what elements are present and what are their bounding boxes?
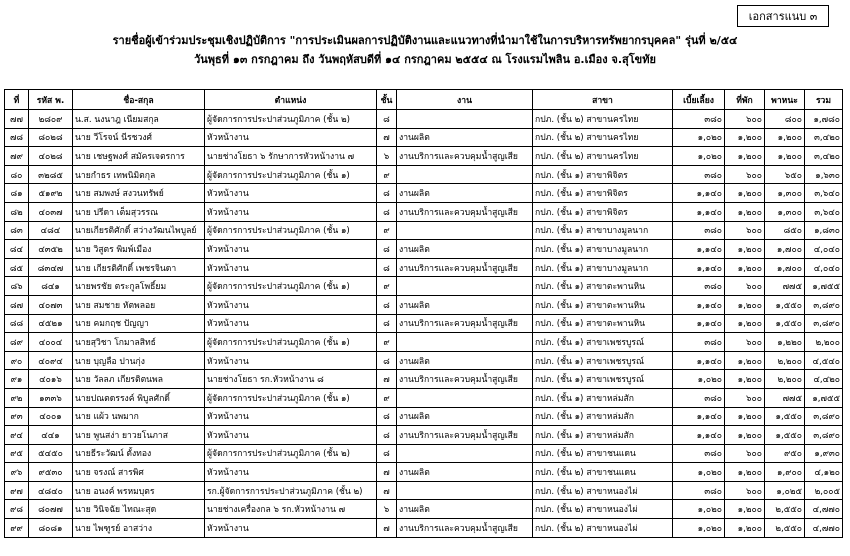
cell-lodging: ๖๐๐ — [725, 333, 765, 352]
cell-branch: กปภ. (ชั้น ๒) สาขาหนองไผ่ — [533, 500, 673, 519]
cell-position: หัวหน้างาน — [205, 202, 377, 221]
cell-position: ผู้จัดการการประปาส่วนภูมิภาค (ชั้น ๒) — [205, 110, 377, 129]
cell-employee-id: ๕๑๙๒ — [29, 184, 73, 203]
table-row — [5, 314, 843, 333]
header-no: ที่ — [5, 90, 29, 110]
cell-total: ๓,๘๙๐ — [805, 314, 843, 333]
header-allowance: เบี้ยเลี้ยง — [673, 90, 725, 110]
cell-no: ๘๕ — [5, 258, 29, 277]
cell-lodging: ๖๐๐ — [725, 221, 765, 240]
cell-total: ๒,๒๐๐ — [805, 333, 843, 352]
table-row — [5, 128, 843, 147]
cell-transport: ๑,๙๐๐ — [765, 463, 805, 482]
cell-no: ๙๒ — [5, 388, 29, 407]
cell-position: ผู้จัดการการประปาส่วนภูมิภาค (ชั้น ๑) — [205, 221, 377, 240]
cell-transport: ๒,๕๕๐ — [765, 519, 805, 538]
cell-no: ๘๗ — [5, 295, 29, 314]
cell-lodging: ๑,๒๐๐ — [725, 426, 765, 445]
cell-employee-id: ๔๐๑๖ — [29, 370, 73, 389]
cell-branch: กปภ. (ชั้น ๑) สาขาพิจิตร — [533, 184, 673, 203]
cell-lodging: ๑,๒๐๐ — [725, 184, 765, 203]
cell-transport: ๑,๒๐๐ — [765, 147, 805, 166]
document-tag: เอกสารแนบ ๓ — [737, 5, 829, 27]
cell-section — [397, 110, 533, 129]
cell-allowance: ๑,๑๔๐ — [673, 295, 725, 314]
cell-position: รก.ผู้จัดการการประปาส่วนภูมิภาค (ชั้น ๒) — [205, 481, 377, 500]
cell-total: ๑,๗๕๕ — [805, 277, 843, 296]
table-row — [5, 333, 843, 352]
cell-position: นายช่างโยธา รก.หัวหน้างาน ๘ — [205, 370, 377, 389]
cell-position: หัวหน้างาน — [205, 463, 377, 482]
cell-lodging: ๖๐๐ — [725, 110, 765, 129]
cell-lodging: ๑,๒๐๐ — [725, 370, 765, 389]
cell-transport: ๑,๓๐๐ — [765, 202, 805, 221]
cell-branch: กปภ. (ชั้น ๑) สาขาหล่มสัก — [533, 388, 673, 407]
cell-branch: กปภ. (ชั้น ๑) สาขาตะพานหิน — [533, 277, 673, 296]
cell-transport: ๑,๕๕๐ — [765, 426, 805, 445]
cell-employee-id: ๔๐๐๔ — [29, 333, 73, 352]
cell-lodging: ๑,๒๐๐ — [725, 407, 765, 426]
header-employee-id: รหัส พ. — [29, 90, 73, 110]
cell-allowance: ๑,๑๔๐ — [673, 240, 725, 259]
cell-total: ๔,๕๔๐ — [805, 351, 843, 370]
cell-employee-id: ๘๔๑ — [29, 277, 73, 296]
cell-transport: ๑,๒๐๐ — [765, 128, 805, 147]
cell-transport: ๑,๕๕๐ — [765, 407, 805, 426]
cell-lodging: ๑,๒๐๐ — [725, 147, 765, 166]
cell-total: ๓,๘๙๐ — [805, 426, 843, 445]
cell-section — [397, 481, 533, 500]
cell-transport: ๑,๕๕๐ — [765, 314, 805, 333]
cell-total: ๓,๔๒๐ — [805, 128, 843, 147]
cell-name: นาย จรงณ์ สารพิศ — [73, 463, 205, 482]
cell-allowance: ๓๘๐ — [673, 444, 725, 463]
cell-total: ๔,๐๔๐ — [805, 240, 843, 259]
cell-section — [397, 444, 533, 463]
cell-employee-id: ๘๐๒๘ — [29, 128, 73, 147]
cell-position: นายช่างโยธา ๖ รักษาการหัวหน้างาน ๗ — [205, 147, 377, 166]
cell-no: ๙๐ — [5, 351, 29, 370]
table-row — [5, 351, 843, 370]
cell-transport: ๑,๐๒๕ — [765, 481, 805, 500]
cell-position: หัวหน้างาน — [205, 314, 377, 333]
cell-branch: กปภ. (ชั้น ๑) สาขาบางมูลนาก — [533, 240, 673, 259]
cell-name: นาย บุญลือ ปานกุ่ง — [73, 351, 205, 370]
cell-section: งานบริการและควบคุมน้ำสูญเสีย — [397, 147, 533, 166]
cell-name: นาย ปรีดา เต็มสุวรรณ — [73, 202, 205, 221]
header-transport: พาหนะ — [765, 90, 805, 110]
cell-position: หัวหน้างาน — [205, 295, 377, 314]
cell-no: ๙๕ — [5, 444, 29, 463]
cell-employee-id: ๔๓๕๒ — [29, 240, 73, 259]
cell-allowance: ๑,๐๒๐ — [673, 128, 725, 147]
cell-allowance: ๑,๑๔๐ — [673, 202, 725, 221]
cell-transport: ๘๕๐ — [765, 221, 805, 240]
cell-section: งานผลิต — [397, 351, 533, 370]
cell-employee-id: ๑๓๓๖ — [29, 388, 73, 407]
table-row — [5, 165, 843, 184]
cell-position: หัวหน้างาน — [205, 351, 377, 370]
cell-name: นายกำธร เทพนิมิตกุล — [73, 165, 205, 184]
table-row — [5, 221, 843, 240]
table-row — [5, 295, 843, 314]
cell-transport: ๑,๒๒๐ — [765, 333, 805, 352]
table-row — [5, 147, 843, 166]
cell-level: ๙ — [377, 277, 397, 296]
cell-lodging: ๑,๒๐๐ — [725, 463, 765, 482]
cell-lodging: ๖๐๐ — [725, 165, 765, 184]
header-branch: สาขา — [533, 90, 673, 110]
table-row — [5, 426, 843, 445]
cell-allowance: ๑,๐๒๐ — [673, 463, 725, 482]
cell-no: ๘๑ — [5, 184, 29, 203]
cell-no: ๙๔ — [5, 426, 29, 445]
cell-allowance: ๑,๑๔๐ — [673, 184, 725, 203]
table-row — [5, 240, 843, 259]
cell-no: ๙๖ — [5, 463, 29, 482]
cell-branch: กปภ. (ชั้น ๑) สาขาหล่มสัก — [533, 407, 673, 426]
cell-total: ๔,๗๗๐ — [805, 519, 843, 538]
cell-branch: กปภ. (ชั้น ๒) สาขานครไทย — [533, 147, 673, 166]
cell-branch: กปภ. (ชั้น ๑) สาขาเพชรบูรณ์ — [533, 333, 673, 352]
cell-allowance: ๓๘๐ — [673, 333, 725, 352]
cell-level: ๖ — [377, 147, 397, 166]
cell-total: ๓,๔๒๐ — [805, 147, 843, 166]
cell-name: นาย สมชาย หัตพลอย — [73, 295, 205, 314]
cell-level: ๙ — [377, 165, 397, 184]
cell-lodging: ๑,๒๐๐ — [725, 295, 765, 314]
cell-branch: กปภ. (ชั้น ๒) สาขาหนองไผ่ — [533, 481, 673, 500]
cell-name: นาย วิสูตร พิมพ์เมือง — [73, 240, 205, 259]
cell-allowance: ๑,๑๔๐ — [673, 314, 725, 333]
cell-transport: ๒,๒๐๐ — [765, 370, 805, 389]
cell-no: ๙๘ — [5, 500, 29, 519]
cell-allowance: ๓๘๐ — [673, 165, 725, 184]
participant-table — [4, 89, 843, 538]
cell-transport: ๒,๕๕๐ — [765, 500, 805, 519]
cell-section — [397, 165, 533, 184]
header-total: รวม — [805, 90, 843, 110]
cell-level: ๘ — [377, 184, 397, 203]
cell-employee-id: ๔๔๑ — [29, 426, 73, 445]
cell-employee-id: ๓๒๘๕ — [29, 165, 73, 184]
cell-level: ๘ — [377, 110, 397, 129]
table-row — [5, 519, 843, 538]
table-row — [5, 110, 843, 129]
cell-position: ผู้จัดการการประปาส่วนภูมิภาค (ชั้น ๑) — [205, 277, 377, 296]
cell-section: งานบริการและควบคุมน้ำสูญเสีย — [397, 202, 533, 221]
cell-name: นาย แผ้ว นพมาก — [73, 407, 205, 426]
cell-transport: ๘๐๐ — [765, 110, 805, 129]
cell-branch: กปภ. (ชั้น ๒) สาขาชนแดน — [533, 444, 673, 463]
cell-no: ๘๓ — [5, 221, 29, 240]
cell-lodging: ๖๐๐ — [725, 388, 765, 407]
cell-level: ๘ — [377, 202, 397, 221]
cell-branch: กปภ. (ชั้น ๑) สาขาพิจิตร — [533, 165, 673, 184]
cell-branch: กปภ. (ชั้น ๑) สาขาตะพานหิน — [533, 295, 673, 314]
header-level: ชั้น — [377, 90, 397, 110]
cell-transport: ๖๕๐ — [765, 165, 805, 184]
cell-name: นาย เชษฐพงศ์ สมัครเจตรการ — [73, 147, 205, 166]
cell-transport: ๗๗๕ — [765, 277, 805, 296]
cell-section: งานผลิต — [397, 128, 533, 147]
cell-position: หัวหน้างาน — [205, 240, 377, 259]
cell-total: ๓,๘๙๐ — [805, 407, 843, 426]
cell-no: ๘๖ — [5, 277, 29, 296]
cell-transport: ๑,๓๐๐ — [765, 184, 805, 203]
cell-no: ๘๘ — [5, 314, 29, 333]
cell-allowance: ๑,๐๒๐ — [673, 147, 725, 166]
cell-position: หัวหน้างาน — [205, 519, 377, 538]
cell-employee-id: ๔๘๔๐ — [29, 481, 73, 500]
cell-level: ๗ — [377, 463, 397, 482]
cell-level: ๗ — [377, 370, 397, 389]
cell-section: งานผลิต — [397, 463, 533, 482]
table-row — [5, 202, 843, 221]
cell-branch: กปภ. (ชั้น ๑) สาขาบางมูลนาก — [533, 258, 673, 277]
cell-employee-id: ๔๐๐๑ — [29, 407, 73, 426]
cell-section: งานผลิต — [397, 295, 533, 314]
cell-employee-id: ๘๐๘๑ — [29, 519, 73, 538]
table-row — [5, 500, 843, 519]
cell-total: ๔,๔๒๐ — [805, 370, 843, 389]
cell-branch: กปภ. (ชั้น ๑) สาขาบางมูลนาก — [533, 221, 673, 240]
cell-employee-id: ๙๕๓๐ — [29, 463, 73, 482]
cell-transport: ๑,๗๐๐ — [765, 240, 805, 259]
cell-level: ๘ — [377, 444, 397, 463]
cell-name: นายสุวิชา โกมาลสิทธ์ — [73, 333, 205, 352]
cell-level: ๘ — [377, 351, 397, 370]
cell-position: หัวหน้างาน — [205, 426, 377, 445]
cell-total: ๑,๗๕๕ — [805, 388, 843, 407]
document-subtitle: วันพุธที่ ๑๓ กรกฎาคม ถึง วันพฤหัสบดีที่ ๑๔ กรกฎาคม ๒๕๕๔ ณ โรงแรมไพลิน อ.เมือง จ.สุโขทัย — [194, 53, 656, 66]
cell-employee-id: ๔๕๒๑ — [29, 314, 73, 333]
cell-position: หัวหน้างาน — [205, 258, 377, 277]
cell-position: หัวหน้างาน — [205, 407, 377, 426]
cell-level: ๘ — [377, 407, 397, 426]
cell-lodging: ๑,๒๐๐ — [725, 258, 765, 277]
cell-position: ผู้จัดการการประปาส่วนภูมิภาค (ชั้น ๑) — [205, 333, 377, 352]
cell-name: นายปณตดรรงค์ พิบูลศักดิ์ — [73, 388, 205, 407]
cell-level: ๘ — [377, 258, 397, 277]
cell-lodging: ๑,๒๐๐ — [725, 500, 765, 519]
cell-no: ๘๙ — [5, 333, 29, 352]
cell-transport: ๑,๕๕๐ — [765, 295, 805, 314]
cell-section: งานผลิต — [397, 500, 533, 519]
cell-lodging: ๑,๒๐๐ — [725, 202, 765, 221]
cell-total: ๑,๘๓๐ — [805, 221, 843, 240]
cell-level: ๘ — [377, 426, 397, 445]
cell-section: งานผลิต — [397, 184, 533, 203]
cell-level: ๘ — [377, 240, 397, 259]
cell-lodging: ๑,๒๐๐ — [725, 128, 765, 147]
cell-transport: ๑,๗๐๐ — [765, 258, 805, 277]
cell-section: งานบริการและควบคุมน้ำสูญเสีย — [397, 426, 533, 445]
cell-total: ๒,๐๐๕ — [805, 481, 843, 500]
cell-lodging: ๑,๒๐๐ — [725, 240, 765, 259]
cell-name: นาย สมพงษ์ สงวนทรัพย์ — [73, 184, 205, 203]
cell-section — [397, 277, 533, 296]
cell-allowance: ๑,๑๔๐ — [673, 426, 725, 445]
cell-name: นาย พูนสง่า ยาวยโนภาส — [73, 426, 205, 445]
cell-position: ผู้จัดการการประปาส่วนภูมิภาค (ชั้น ๑) — [205, 165, 377, 184]
cell-allowance: ๑,๐๒๐ — [673, 370, 725, 389]
cell-section — [397, 221, 533, 240]
table-row — [5, 444, 843, 463]
cell-lodging: ๑,๒๐๐ — [725, 351, 765, 370]
table-row — [5, 481, 843, 500]
cell-total: ๑,๙๓๐ — [805, 444, 843, 463]
cell-name: น.ส. นงนาฎ เนียมสกุล — [73, 110, 205, 129]
table-row — [5, 184, 843, 203]
cell-name: นาย วัลลภ เกียรติตนพล — [73, 370, 205, 389]
cell-position: หัวหน้างาน — [205, 128, 377, 147]
cell-lodging: ๑,๒๐๐ — [725, 314, 765, 333]
cell-branch: กปภ. (ชั้น ๒) สาขานครไทย — [533, 110, 673, 129]
cell-total: ๔,๑๒๐ — [805, 463, 843, 482]
cell-allowance: ๑,๑๔๐ — [673, 258, 725, 277]
cell-branch: กปภ. (ชั้น ๒) สาขาชนแดน — [533, 463, 673, 482]
cell-total: ๓,๘๙๐ — [805, 295, 843, 314]
cell-allowance: ๓๘๐ — [673, 388, 725, 407]
cell-level: ๗ — [377, 481, 397, 500]
cell-total: ๑,๗๘๐ — [805, 110, 843, 129]
cell-lodging: ๖๐๐ — [725, 444, 765, 463]
table-row — [5, 388, 843, 407]
cell-section — [397, 333, 533, 352]
cell-allowance: ๑,๐๒๐ — [673, 519, 725, 538]
table-row — [5, 258, 843, 277]
cell-name: นายพรชัย ตระกูลโพธิ์ยม — [73, 277, 205, 296]
cell-lodging: ๖๐๐ — [725, 481, 765, 500]
cell-branch: กปภ. (ชั้น ๒) สาขานครไทย — [533, 128, 673, 147]
cell-allowance: ๓๘๐ — [673, 481, 725, 500]
cell-no: ๙๓ — [5, 407, 29, 426]
cell-allowance: ๑,๑๔๐ — [673, 351, 725, 370]
cell-employee-id: ๘๓๔๗ — [29, 258, 73, 277]
cell-no: ๗๙ — [5, 147, 29, 166]
cell-name: นาย วีโรจน์ นีรชวงศ์ — [73, 128, 205, 147]
cell-branch: กปภ. (ชั้น ๑) สาขาพิจิตร — [533, 202, 673, 221]
cell-allowance: ๑,๑๔๐ — [673, 407, 725, 426]
cell-employee-id: ๔๐๒๘ — [29, 147, 73, 166]
cell-employee-id: ๕๔๕๐ — [29, 444, 73, 463]
cell-position: ผู้จัดการการประปาส่วนภูมิภาค (ชั้น ๑) — [205, 388, 377, 407]
cell-employee-id: ๘๐๗๗ — [29, 500, 73, 519]
cell-allowance: ๓๘๐ — [673, 110, 725, 129]
cell-level: ๖ — [377, 500, 397, 519]
cell-section: งานผลิต — [397, 407, 533, 426]
cell-position: หัวหน้างาน — [205, 184, 377, 203]
cell-branch: กปภ. (ชั้น ๑) สาขาหล่มสัก — [533, 426, 673, 445]
cell-section: งานบริการและควบคุมน้ำสูญเสีย — [397, 314, 533, 333]
cell-level: ๙ — [377, 221, 397, 240]
cell-section: งานผลิต — [397, 240, 533, 259]
cell-name: นายธีระวัฒน์ ตั้งทอง — [73, 444, 205, 463]
cell-lodging: ๖๐๐ — [725, 277, 765, 296]
cell-allowance: ๓๘๐ — [673, 277, 725, 296]
cell-allowance: ๑,๐๒๐ — [673, 500, 725, 519]
cell-name: นาย เกียรติศักดิ์ เพชรจินดา — [73, 258, 205, 277]
cell-employee-id: ๔๘๔ — [29, 221, 73, 240]
cell-name: นาย คมกฤช ปัญญา — [73, 314, 205, 333]
cell-level: ๘ — [377, 314, 397, 333]
cell-no: ๙๙ — [5, 519, 29, 538]
cell-no: ๘๔ — [5, 240, 29, 259]
cell-no: ๙๑ — [5, 370, 29, 389]
cell-position: นายช่างเครื่องกล ๖ รก.หัวหน้างาน ๗ — [205, 500, 377, 519]
cell-no: ๗๗ — [5, 110, 29, 129]
header-position: ตำแหน่ง — [205, 90, 377, 110]
cell-employee-id: ๔๐๗๓ — [29, 295, 73, 314]
cell-no: ๗๘ — [5, 128, 29, 147]
table-body — [5, 110, 843, 538]
table-row — [5, 463, 843, 482]
cell-total: ๔,๗๗๐ — [805, 500, 843, 519]
cell-employee-id: ๒๘๐๙ — [29, 110, 73, 129]
cell-level: ๗ — [377, 128, 397, 147]
cell-employee-id: ๔๐๙๔ — [29, 351, 73, 370]
cell-level: ๗ — [377, 519, 397, 538]
cell-section — [397, 388, 533, 407]
cell-branch: กปภ. (ชั้น ๑) สาขาเพชรบูรณ์ — [533, 370, 673, 389]
header-lodging: ที่พัก — [725, 90, 765, 110]
table-header-row — [5, 90, 843, 110]
cell-level: ๘ — [377, 295, 397, 314]
cell-total: ๓,๖๔๐ — [805, 184, 843, 203]
cell-position: ผู้จัดการการประปาส่วนภูมิภาค (ชั้น ๒) — [205, 444, 377, 463]
cell-no: ๘๐ — [5, 165, 29, 184]
cell-name: นาย อนงค์ พรหมบุตร — [73, 481, 205, 500]
table-row — [5, 277, 843, 296]
cell-level: ๙ — [377, 333, 397, 352]
cell-employee-id: ๔๐๓๗ — [29, 202, 73, 221]
cell-section: งานบริการและควบคุมน้ำสูญเสีย — [397, 519, 533, 538]
cell-name: นายเกียรติศักดิ์ สว่างวัฒนไพบูลย์ — [73, 221, 205, 240]
cell-total: ๑,๖๓๐ — [805, 165, 843, 184]
cell-level: ๙ — [377, 388, 397, 407]
cell-no: ๘๒ — [5, 202, 29, 221]
cell-transport: ๗๗๕ — [765, 388, 805, 407]
cell-branch: กปภ. (ชั้น ๒) สาขาหนองไผ่ — [533, 519, 673, 538]
cell-allowance: ๓๘๐ — [673, 221, 725, 240]
cell-transport: ๙๕๐ — [765, 444, 805, 463]
cell-no: ๙๗ — [5, 481, 29, 500]
cell-name: นาย ไพฑูรย์ อาสว่าง — [73, 519, 205, 538]
cell-branch: กปภ. (ชั้น ๑) สาขาตะพานหิน — [533, 314, 673, 333]
cell-section: งานบริการและควบคุมน้ำสูญเสีย — [397, 370, 533, 389]
cell-section: งานบริการและควบคุมน้ำสูญเสีย — [397, 258, 533, 277]
table-row — [5, 407, 843, 426]
cell-total: ๓,๖๔๐ — [805, 202, 843, 221]
cell-transport: ๒,๒๐๐ — [765, 351, 805, 370]
table-row — [5, 370, 843, 389]
cell-lodging: ๑,๒๐๐ — [725, 519, 765, 538]
cell-name: นาย วินิจฉัย ไทณะสุด — [73, 500, 205, 519]
cell-total: ๔,๐๔๐ — [805, 258, 843, 277]
header-section: งาน — [397, 90, 533, 110]
header-name: ชื่อ-สกุล — [73, 90, 205, 110]
cell-branch: กปภ. (ชั้น ๑) สาขาเพชรบูรณ์ — [533, 351, 673, 370]
document-title: รายชื่อผู้เข้าร่วมประชุมเชิงปฏิบัติการ "การประเมินผลการปฏิบัติงานและแนวทางที่นำมาใช้ในการบริหารทรัพยากรบุคคล" รุ่นที่ ๒/๕๔ — [112, 34, 738, 47]
